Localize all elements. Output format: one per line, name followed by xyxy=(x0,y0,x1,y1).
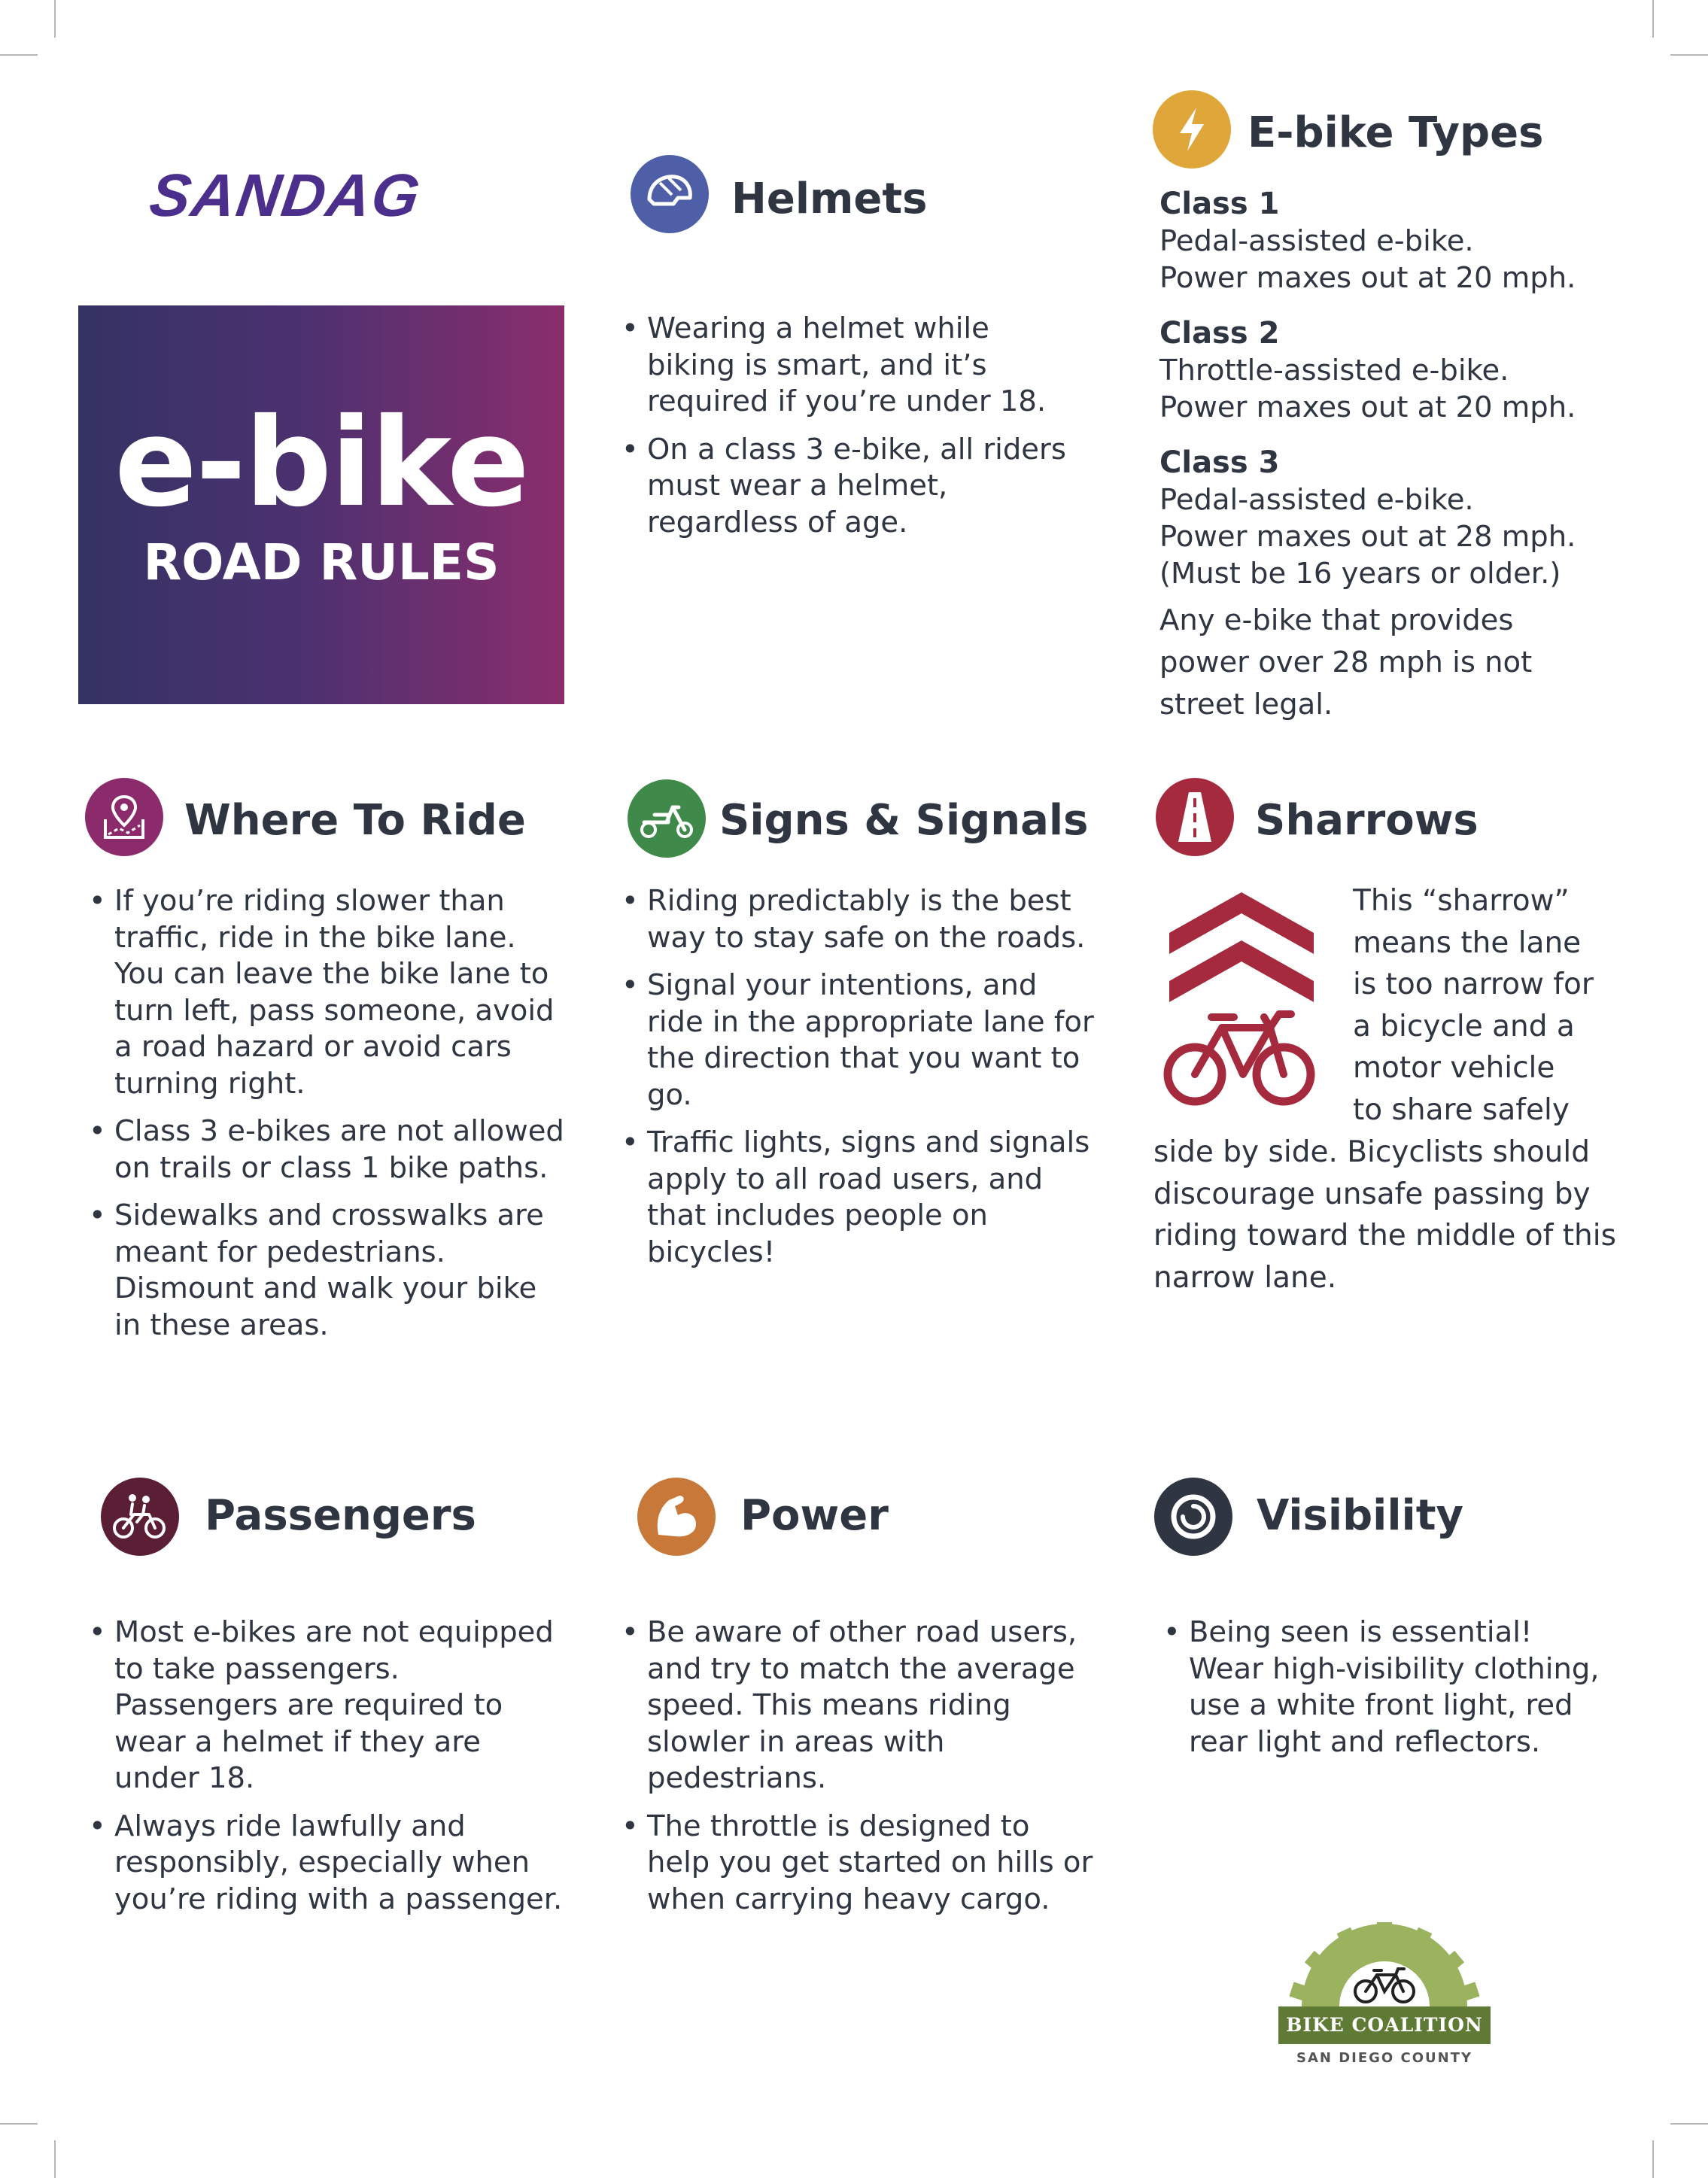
where-list xyxy=(86,883,567,1355)
class-detail: Power maxes out at 20 mph. xyxy=(1159,390,1576,424)
street-legal-note: Any e-bike that provides power over 28 mph is not street legal. xyxy=(1159,603,1533,721)
flexed-arm-icon xyxy=(637,1478,716,1556)
class-name: Class 1 xyxy=(1159,187,1280,221)
crop-mark xyxy=(0,54,38,56)
list-item: • Always ride lawfully and responsibly, especially when you’re riding with a passenger. xyxy=(86,1809,567,1918)
helmet-icon xyxy=(631,155,709,233)
class-2-block xyxy=(1159,314,1641,426)
eye-icon xyxy=(1154,1478,1232,1556)
passengers-list xyxy=(86,1615,567,1929)
class-detail: Throttle-assisted e-bike. xyxy=(1159,354,1509,387)
list-item: • Most e-bikes are not equipped to take passengers. Passengers are required to wear a helmet if they are under 18. xyxy=(86,1615,567,1797)
list-item: • Be aware of other road users, and try to match the average speed. This means riding slowler in areas with pedestrians. xyxy=(618,1615,1100,1797)
lightning-icon xyxy=(1153,90,1231,169)
tandem-riders-icon xyxy=(101,1478,179,1556)
hero-title: e-bike xyxy=(114,393,528,534)
list-item: • Class 3 e-bikes are not allowed on trails or class 1 bike paths. xyxy=(86,1113,567,1186)
crop-mark xyxy=(1652,0,1654,38)
helmets-heading: Helmets xyxy=(731,175,928,223)
list-item: • On a class 3 e-bike, all riders must wear a helmet, regardless of age. xyxy=(618,432,1070,542)
list-item: • If you’re riding slower than traffic, ride in the bike lane. You can leave the bike lane to turn left, pass someone, avoid a road hazard or avoid cars turning right. xyxy=(86,883,567,1102)
sharrow-side-text xyxy=(1353,880,1654,1131)
types-heading: E-bike Types xyxy=(1248,108,1544,157)
gear-icon xyxy=(1272,1922,1497,2012)
passengers-heading: Passengers xyxy=(205,1491,476,1540)
coalition-subtitle: SAN DIEGO COUNTY xyxy=(1296,2050,1472,2066)
list-item: • Sidewalks and crosswalks are meant for pedestrians. Dismount and walk your bike in these areas. xyxy=(86,1198,567,1344)
crop-mark xyxy=(1670,54,1708,56)
sharrow-body-text: side by side. Bicyclists should discourage unsafe passing by riding toward the middle of this narrow lane. xyxy=(1153,1135,1616,1295)
coalition-name: BIKE COALITION xyxy=(1278,2006,1491,2044)
ebike-types-list xyxy=(1159,185,1641,726)
list-item: • Wearing a helmet while biking is smart, and it’s required if you’re under 18. xyxy=(618,311,1070,421)
list-item: • Signal your intentions, and ride in the appropriate lane for the direction that you want to go. xyxy=(618,967,1100,1113)
map-pin-icon xyxy=(85,778,163,856)
sharrow-line: This “sharrow” xyxy=(1353,884,1570,918)
sharrow-line: a bicycle and a xyxy=(1353,1009,1575,1043)
class-name: Class 3 xyxy=(1159,445,1280,480)
where-heading: Where To Ride xyxy=(184,796,526,845)
power-list xyxy=(618,1615,1100,1929)
class-detail: Power maxes out at 28 mph. xyxy=(1159,520,1576,554)
visibility-heading: Visibility xyxy=(1257,1491,1464,1540)
list-item: • Riding predictably is the best way to stay safe on the roads. xyxy=(618,883,1100,956)
class-name: Class 2 xyxy=(1159,316,1280,351)
road-icon xyxy=(1156,778,1234,856)
helmets-list xyxy=(618,311,1070,552)
class-detail: (Must be 16 years or older.) xyxy=(1159,557,1561,591)
crop-mark xyxy=(1652,2140,1654,2178)
class-detail: Pedal-assisted e-bike. xyxy=(1159,483,1474,517)
class-detail: Pedal-assisted e-bike. xyxy=(1159,224,1474,258)
list-item: • The throttle is designed to help you get started on hills or when carrying heavy cargo. xyxy=(618,1809,1100,1918)
sharrow-line: means the lane xyxy=(1353,925,1582,960)
crop-mark xyxy=(54,0,56,38)
signs-heading: Signs & Signals xyxy=(719,796,1089,845)
list-item: • Being seen is essential! Wear high-visibility clothing, use a white front light, red rear light and reflectors. xyxy=(1160,1615,1612,1760)
crop-mark xyxy=(0,2123,38,2125)
sharrow-line: to share safely xyxy=(1353,1092,1570,1127)
hero-subtitle: ROAD RULES xyxy=(143,533,500,591)
hero-banner xyxy=(78,305,564,704)
crop-mark xyxy=(1670,2123,1708,2125)
class-3-block xyxy=(1159,444,1641,592)
power-heading: Power xyxy=(740,1491,889,1540)
visibility-list xyxy=(1160,1615,1612,1772)
scooter-icon xyxy=(628,779,706,858)
list-item: • Traffic lights, signs and signals apply to all road users, and that includes people on bicycles! xyxy=(618,1125,1100,1271)
signs-list xyxy=(618,883,1100,1282)
sharrow-line: motor vehicle xyxy=(1353,1051,1555,1085)
sharrow-line: is too narrow for xyxy=(1353,967,1594,1001)
sandag-logo: SANDAG xyxy=(145,162,426,229)
sharrow-marking-icon xyxy=(1159,888,1324,1113)
bike-coalition-logo xyxy=(1272,1922,1497,2073)
crop-mark xyxy=(54,2140,56,2178)
class-1-block xyxy=(1159,185,1641,296)
class-detail: Power maxes out at 20 mph. xyxy=(1159,261,1576,295)
sharrows-heading: Sharrows xyxy=(1255,796,1479,845)
